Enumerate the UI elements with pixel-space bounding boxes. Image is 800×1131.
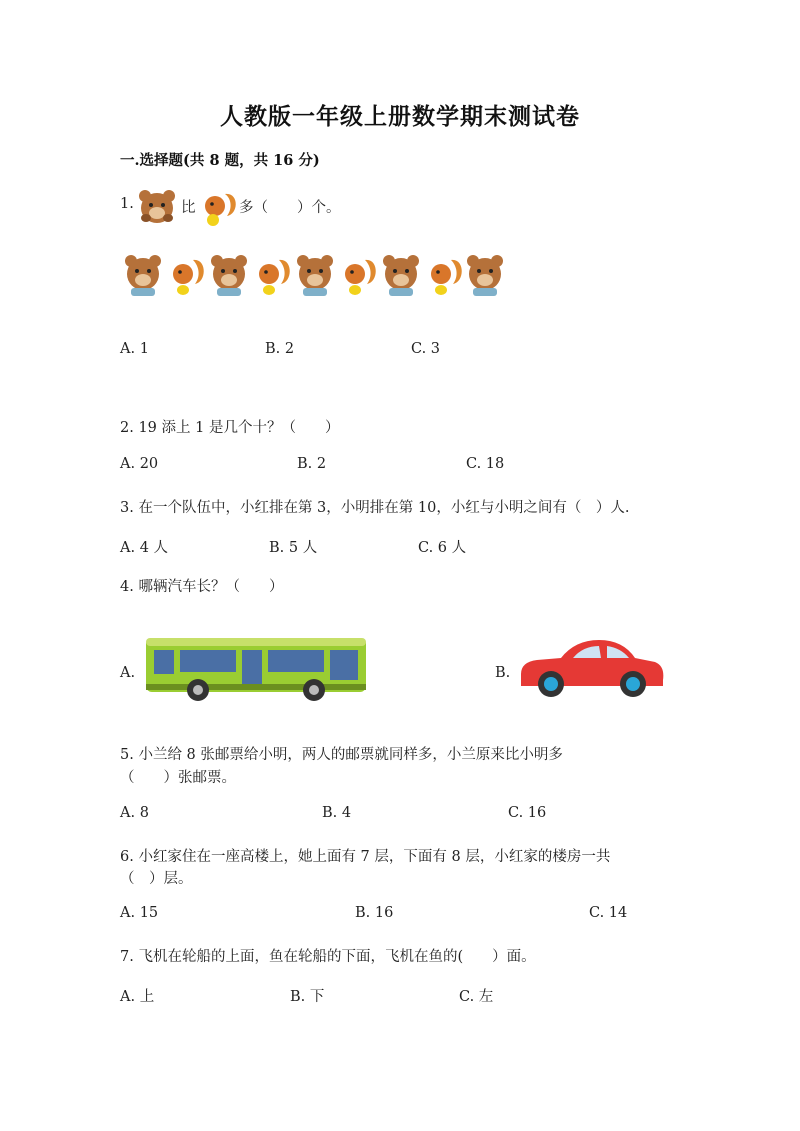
bear-icon <box>383 255 419 296</box>
q7-option-a[interactable]: A. 上 <box>120 989 155 1005</box>
question-1-number: 1. <box>120 196 134 212</box>
bear-icon <box>125 255 161 296</box>
question-5-line2: （ ）张邮票。 <box>120 770 236 786</box>
question-6-line2: （ ）层。 <box>120 871 193 887</box>
squirrel-icon <box>431 260 462 295</box>
animal-row <box>123 252 513 298</box>
q1-option-a[interactable]: A. 1 <box>120 341 149 357</box>
q4-option-a-label[interactable]: A. <box>120 665 136 681</box>
bus-icon[interactable] <box>144 634 370 702</box>
q6-option-a[interactable]: A. 15 <box>120 905 159 921</box>
bear-icon <box>467 255 503 296</box>
bear-icon <box>137 188 177 226</box>
squirrel-icon <box>173 260 204 295</box>
question-7-text: 7. 飞机在轮船的上面，鱼在轮船的下面，飞机在鱼的( ）面。 <box>120 949 536 965</box>
page-title: 人教版一年级上册数学期末测试卷 <box>220 103 580 130</box>
q4-option-b-label[interactable]: B. <box>495 665 511 681</box>
q2-option-a[interactable]: A. 20 <box>120 456 159 472</box>
q5-option-b[interactable]: B. 4 <box>322 805 352 821</box>
animal-row-graphic <box>123 252 508 298</box>
section-heading: 一.选择题(共 8 题，共 16 分) <box>120 152 320 169</box>
squirrel-icon <box>199 190 239 228</box>
q5-option-a[interactable]: A. 8 <box>120 805 149 821</box>
q1-option-b[interactable]: B. 2 <box>265 341 295 357</box>
q1-option-c[interactable]: C. 3 <box>411 341 441 357</box>
question-1-compare-word: 比 <box>181 200 196 216</box>
q2-option-c[interactable]: C. 18 <box>466 456 505 472</box>
question-1-text: 多（ ）个。 <box>239 200 341 216</box>
q3-option-b[interactable]: B. 5 人 <box>269 540 318 556</box>
question-3-text: 3. 在一个队伍中，小红排在第 3，小明排在第 10，小红与小明之间有（ ）人. <box>120 500 630 516</box>
q7-option-b[interactable]: B. 下 <box>290 989 325 1005</box>
question-4-text: 4. 哪辆汽车长？（ ） <box>120 579 284 595</box>
question-2-text: 2. 19 添上 1 是几个十？（ ） <box>120 420 340 436</box>
q6-option-c[interactable]: C. 14 <box>589 905 628 921</box>
squirrel-icon <box>345 260 376 295</box>
q6-option-b[interactable]: B. 16 <box>355 905 394 921</box>
bear-icon <box>297 255 333 296</box>
q7-option-c[interactable]: C. 左 <box>459 989 494 1005</box>
squirrel-icon <box>259 260 290 295</box>
q2-option-b[interactable]: B. 2 <box>297 456 327 472</box>
q3-option-c[interactable]: C. 6 人 <box>418 540 467 556</box>
question-5-line1: 5. 小兰给 8 张邮票给小明，两人的邮票就同样多，小兰原来比小明多 <box>120 747 563 763</box>
car-icon[interactable] <box>515 634 667 700</box>
q3-option-a[interactable]: A. 4 人 <box>120 540 169 556</box>
q5-option-c[interactable]: C. 16 <box>508 805 547 821</box>
bear-icon <box>211 255 247 296</box>
question-6-line1: 6. 小红家住在一座高楼上，她上面有 7 层，下面有 8 层，小红家的楼房一共 <box>120 849 611 865</box>
